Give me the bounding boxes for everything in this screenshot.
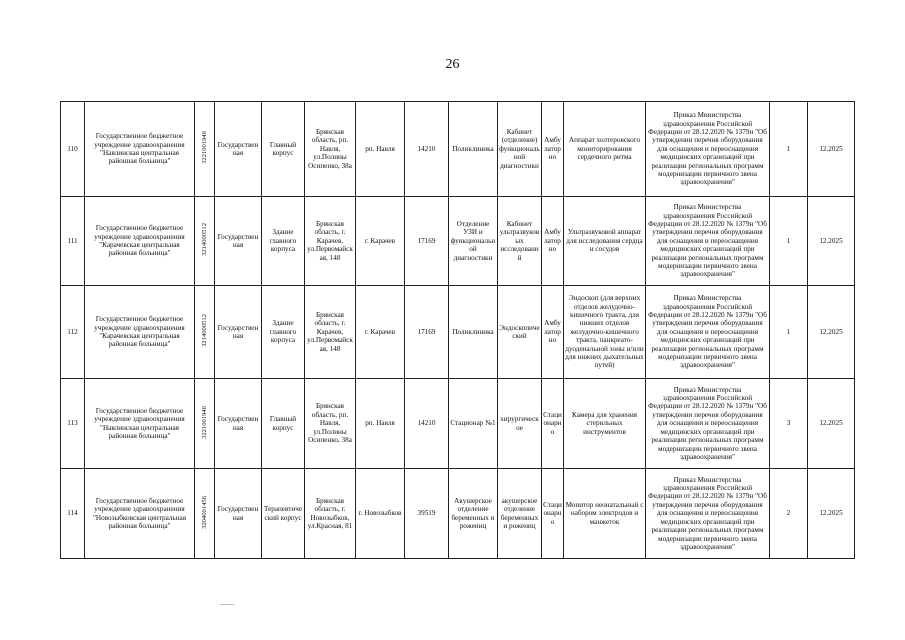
room-cell: Кабинет (отделение) функциональной диагностики bbox=[498, 102, 542, 197]
inn-text: 3214000512 bbox=[201, 223, 208, 257]
equipment-cell: Монитор неонатальный с набором электродов и манжеток bbox=[564, 469, 646, 559]
quantity-cell: 3 bbox=[770, 379, 808, 469]
date-cell: 12.2025 bbox=[808, 469, 855, 559]
inn-text: 3214000512 bbox=[201, 314, 208, 348]
row-number-cell: 114 bbox=[61, 469, 85, 559]
institution-cell: Государственное бюджетное учреждение здравоохранения "Карачевская центральная районная больница" bbox=[85, 286, 195, 379]
date-cell: 12.2025 bbox=[808, 102, 855, 197]
table-row bbox=[61, 197, 855, 286]
page-number: 26 bbox=[445, 57, 460, 72]
equipment-cell: Аппарат холтеровского мониторирования сердечного ритма bbox=[564, 102, 646, 197]
room-cell: Эндоскопический bbox=[498, 286, 542, 379]
inn-cell bbox=[195, 469, 215, 559]
code-cell: 14210 bbox=[405, 379, 449, 469]
settlement-cell: г. Карачев bbox=[356, 286, 405, 379]
unit-cell: Отделение УЗИ и функциональной диагностики bbox=[449, 197, 498, 286]
order-cell: Приказ Министерства здравоохранения Российской Федерации от 28.12.2020 № 1379н "Об утверждении перечня оборудования для оснащения и переоснащения медицинских организаций при реализации региональных программ модернизации первичного звена здравоохранения" bbox=[646, 102, 770, 197]
inn-cell bbox=[195, 286, 215, 379]
code-cell: 39519 bbox=[405, 469, 449, 559]
equipment-cell: Эндоскоп (для верхних отделов желудочно-кишечного тракта, для нижних отделов желудочно-кишечного тракта, панкреато-дуоденальной зоны и/или для нижних дыхательных путей) bbox=[564, 286, 646, 379]
date-cell: 12.2025 bbox=[808, 197, 855, 286]
unit-cell: Поликлиника bbox=[449, 102, 498, 197]
table-row bbox=[61, 379, 855, 469]
equipment-cell: Ультразвуковой аппарат для исследования сердца и сосудов bbox=[564, 197, 646, 286]
table-row bbox=[61, 469, 855, 559]
order-cell: Приказ Министерства здравоохранения Российской Федерации от 28.12.2020 № 1379н "Об утверждении перечня оборудования для оснащения и переоснащения медицинских организаций при реализации региональных программ модернизации первичного звена здравоохранения" bbox=[646, 286, 770, 379]
care-type-cell: Стационарно bbox=[542, 379, 564, 469]
inn-text: 3221001946 bbox=[201, 131, 208, 165]
row-number-cell: 113 bbox=[61, 379, 85, 469]
ownership-cell: Государственная bbox=[215, 102, 262, 197]
room-cell: хирургическое bbox=[498, 379, 542, 469]
address-cell: Брянская область, рп. Навля, ул.Полины Осипенко, 38а bbox=[305, 379, 356, 469]
unit-cell: Акушерское отделение беременных и рожениц bbox=[449, 469, 498, 559]
room-cell: акушерское отделение беременных и рожениц bbox=[498, 469, 542, 559]
quantity-cell: 1 bbox=[770, 197, 808, 286]
ownership-cell: Государственная bbox=[215, 197, 262, 286]
ownership-cell: Государственная bbox=[215, 469, 262, 559]
quantity-cell: 1 bbox=[770, 102, 808, 197]
table-row bbox=[61, 286, 855, 379]
building-cell: Главный корпус bbox=[262, 102, 305, 197]
row-number-cell: 110 bbox=[61, 102, 85, 197]
building-cell: Здание главного корпуса bbox=[262, 197, 305, 286]
date-cell: 12.2025 bbox=[808, 286, 855, 379]
institution-cell: Государственное бюджетное учреждение здравоохранения "Навлинская центральная районная больница" bbox=[85, 102, 195, 197]
institution-cell: Государственное бюджетное учреждение здравоохранения "Навлинская центральная районная больница" bbox=[85, 379, 195, 469]
inn-cell bbox=[195, 102, 215, 197]
date-cell: 12.2025 bbox=[808, 379, 855, 469]
table-row bbox=[61, 102, 855, 197]
equipment-table bbox=[60, 101, 855, 559]
quantity-cell: 2 bbox=[770, 469, 808, 559]
address-cell: Брянская область, г. Новозыбков, ул.Красная, 81 bbox=[305, 469, 356, 559]
address-cell: Брянская область, рп. Навля, ул.Полины Осипенко, 38а bbox=[305, 102, 356, 197]
ownership-cell: Государственная bbox=[215, 286, 262, 379]
order-cell: Приказ Министерства здравоохранения Российской Федерации от 28.12.2020 № 1379н "Об утверждении перечня оборудования для оснащения и переоснащения медицинских организаций при реализации региональных программ модернизации первичного звена здравоохранения" bbox=[646, 197, 770, 286]
building-cell: Терапевтический корпус bbox=[262, 469, 305, 559]
ownership-cell: Государственная bbox=[215, 379, 262, 469]
inn-cell bbox=[195, 197, 215, 286]
building-cell: Здание главного корпуса bbox=[262, 286, 305, 379]
settlement-cell: рп. Навля bbox=[356, 102, 405, 197]
address-cell: Брянская область, г. Карачев, ул.Первомайская, 148 bbox=[305, 286, 356, 379]
order-cell: Приказ Министерства здравоохранения Российской Федерации от 28.12.2020 № 1379н "Об утверждении перечня оборудования для оснащения и переоснащения медицинских организаций при реализации региональных программ модернизации первичного звена здравоохранения" bbox=[646, 379, 770, 469]
settlement-cell: г. Карачев bbox=[356, 197, 405, 286]
care-type-cell: Стационарно bbox=[542, 469, 564, 559]
equipment-cell: Камера для хранения стерильных инструментов bbox=[564, 379, 646, 469]
row-number-cell: 112 bbox=[61, 286, 85, 379]
order-cell: Приказ Министерства здравоохранения Российской Федерации от 28.12.2020 № 1379н "Об утверждении перечня оборудования для оснащения и переоснащения медицинских организаций при реализации региональных программ модернизации первичного звена здравоохранения" bbox=[646, 469, 770, 559]
address-cell: Брянская область, г. Карачев, ул.Первомайская, 148 bbox=[305, 197, 356, 286]
care-type-cell: Амбулаторно bbox=[542, 286, 564, 379]
inn-text: 3204001456 bbox=[201, 495, 208, 529]
inn-text: 3221001946 bbox=[201, 405, 208, 439]
room-cell: Кабинет ультразвуковых исследований bbox=[498, 197, 542, 286]
building-cell: Главный корпус bbox=[262, 379, 305, 469]
unit-cell: Поликлиника bbox=[449, 286, 498, 379]
row-number-cell: 111 bbox=[61, 197, 85, 286]
quantity-cell: 1 bbox=[770, 286, 808, 379]
scan-mark bbox=[220, 604, 234, 605]
code-cell: 17169 bbox=[405, 197, 449, 286]
settlement-cell: рп. Навля bbox=[356, 379, 405, 469]
unit-cell: Стационар №1 bbox=[449, 379, 498, 469]
code-cell: 14210 bbox=[405, 102, 449, 197]
code-cell: 17169 bbox=[405, 286, 449, 379]
settlement-cell: г. Новозыбков bbox=[356, 469, 405, 559]
institution-cell: Государственное бюджетное учреждение здравоохранения "Новозыбковская центральная районная больница" bbox=[85, 469, 195, 559]
care-type-cell: Амбулаторно bbox=[542, 102, 564, 197]
institution-cell: Государственное бюджетное учреждение здравоохранения "Карачевская центральная районная больница" bbox=[85, 197, 195, 286]
inn-cell bbox=[195, 379, 215, 469]
care-type-cell: Амбулаторно bbox=[542, 197, 564, 286]
